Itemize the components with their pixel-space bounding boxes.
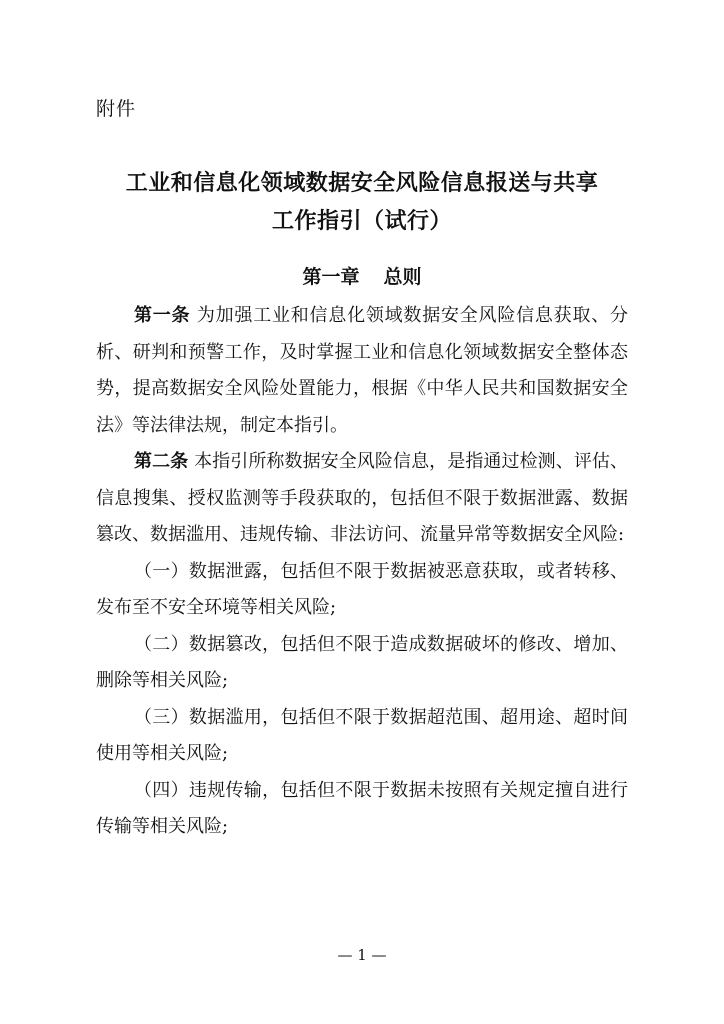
article-1 xyxy=(96,298,628,444)
chapter-heading xyxy=(0,262,724,289)
document-title-line-1: 工业和信息化领域数据安全风险信息报送与共享 xyxy=(125,171,599,196)
list-item-2: （二）数据篡改，包括但不限于造成数据破坏的修改、增加、删除等相关风险; xyxy=(96,633,628,691)
list-item-4: （四）违规传输，包括但不限于数据未按照有关规定擅自进行传输等相关风险; xyxy=(96,779,628,837)
article-1-label: 第一条 xyxy=(134,305,191,326)
article-1-text: 为加强工业和信息化领域数据安全风险信息获取、分析、研判和预警工作，及时掌握工业和信息化领域数据安全整体态势，提高数据安全风险处置能力，根据《中华人民共和国数据安全法》等法律法规，制定本指引。 xyxy=(96,305,629,436)
article-2-text: 本指引所称数据安全风险信息，是指通过检测、评估、信息搜集、授权监测等手段获取的，包括但不限于数据泄露、数据篡改、数据滥用、违规传输、非法访问、流量异常等数据安全风险: xyxy=(96,451,629,545)
article-2-label: 第二条 xyxy=(134,451,189,472)
page-number: — 1 — xyxy=(337,946,387,964)
document-body xyxy=(96,298,628,846)
list-item-3: （三）数据滥用，包括但不限于数据超范围、超用途、超时间使用等相关风险; xyxy=(96,706,628,764)
list-item-1: （一）数据泄露，包括但不限于数据被恶意获取，或者转移、发布至不安全环境等相关风险; xyxy=(96,560,628,618)
annex-label: 附件 xyxy=(96,98,137,120)
document-title-line-2: 工作指引（试行） xyxy=(271,209,452,234)
article-2 xyxy=(96,444,628,554)
chapter-name: 总则 xyxy=(383,266,422,288)
chapter-number: 第一章 xyxy=(302,266,360,288)
